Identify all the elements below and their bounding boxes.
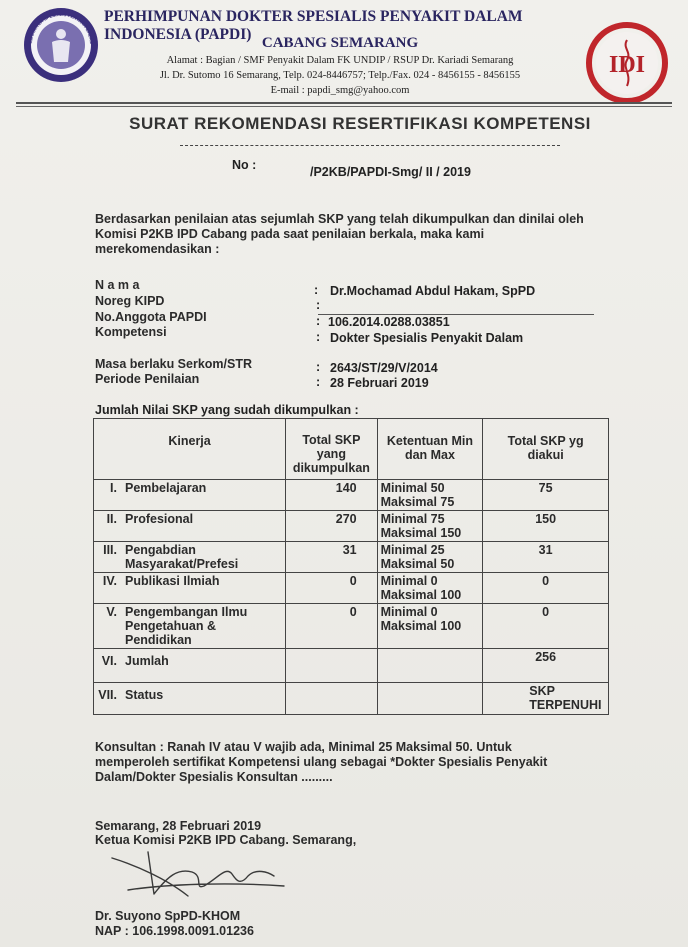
- row-ketentuan: [377, 649, 483, 683]
- signatory-name: Dr. Suyono SpPD-KHOM: [95, 909, 241, 923]
- intro-line-3: merekomendasikan :: [95, 242, 220, 256]
- table-row: [94, 511, 609, 542]
- row-ketentuan: Minimal 25 Maksimal 50: [377, 542, 483, 573]
- number-value: /P2KB/PAPDI-Smg/ II / 2019: [310, 165, 471, 179]
- header-rule: [16, 102, 672, 104]
- signature-role: Ketua Komisi P2KB IPD Cabang. Semarang,: [95, 833, 357, 847]
- field-colon: :: [316, 360, 321, 374]
- note-line-2: memperoleh sertifikat Kompetensi ulang sebagai *Dokter Spesialis Penyakit: [95, 755, 548, 769]
- field-label-anggota: No.Anggota PAPDI: [95, 310, 207, 324]
- skp-table: [93, 418, 609, 715]
- number-label: No :: [232, 158, 257, 172]
- header-total-diakui: Total SKP yg diakui: [483, 419, 609, 480]
- field-label-periode: Periode Penilaian: [95, 372, 200, 386]
- handwritten-signature: [108, 846, 298, 900]
- table-row: [94, 480, 609, 511]
- row-ketentuan: Minimal 50 Maksimal 75: [377, 480, 483, 511]
- row-total: [286, 683, 378, 715]
- field-colon: :: [316, 298, 321, 312]
- row-total: 140: [286, 480, 378, 511]
- intro-paragraph: [95, 212, 615, 257]
- row-diakui: 31: [483, 542, 609, 573]
- row-ketentuan: Minimal 0 Maksimal 100: [377, 573, 483, 604]
- row-ketentuan: Minimal 0 Maksimal 100: [377, 604, 483, 649]
- branch-name: CABANG SEMARANG: [261, 35, 419, 51]
- row-kinerja: IV. Publikasi Ilmiah: [94, 573, 286, 604]
- table-row: [94, 573, 609, 604]
- row-diakui: 75: [483, 480, 609, 511]
- table-row: [94, 649, 609, 683]
- header-total-skp: Total SKP yang dikumpulkan: [286, 419, 378, 480]
- header-rule-thin: [16, 106, 672, 107]
- field-label-nama: N a m a: [95, 278, 140, 292]
- header-kinerja: Kinerja: [94, 419, 286, 480]
- row-kinerja: II. Profesional: [94, 511, 286, 542]
- row-diakui: SKP TERPENUHI: [483, 683, 609, 715]
- signature-place-date: Semarang, 28 Februari 2019: [95, 819, 262, 833]
- intro-line-2: Komisi P2KB IPD Cabang pada saat penilaian berkala, maka kami: [95, 227, 485, 241]
- idi-logo-text: IDI: [608, 52, 646, 78]
- address-line-2: Jl. Dr. Sutomo 16 Semarang, Telp. 024-8446757; Telp./Fax. 024 - 8456155 - 8456155: [159, 70, 521, 81]
- papdi-logo-text: AN DOKTER SPESIALIS PENYAKIT DALAM: [28, 11, 95, 45]
- email-line: E-mail : papdi_smg@yahoo.com: [270, 85, 410, 96]
- address-line-1: Alamat : Bagian / SMF Penyakit Dalam FK UNDIP / RSUP Dr. Kariadi Semarang: [166, 55, 514, 66]
- row-kinerja: VII. Status: [94, 683, 286, 715]
- org-name: PERHIMPUNAN DOKTER SPESIALIS PENYAKIT DALAM INDONESIA (PAPDI): [104, 8, 523, 43]
- intro-line-1: Berdasarkan penilaian atas sejumlah SKP yang telah dikumpulkan dan dinilai oleh: [95, 212, 584, 226]
- table-row: [94, 542, 609, 573]
- row-diakui: 150: [483, 511, 609, 542]
- row-diakui: 0: [483, 604, 609, 649]
- field-label-masa-berlaku: Masa berlaku Serkom/STR: [95, 357, 253, 371]
- field-label-kompetensi: Kompetensi: [95, 325, 167, 339]
- title-dashed-line: [180, 145, 560, 146]
- field-colon: :: [316, 314, 321, 328]
- row-kinerja: V. Pengembangan Ilmu Pengetahuan & Pendidikan: [94, 604, 286, 649]
- field-value-nama: Dr.Mochamad Abdul Hakam, SpPD: [330, 284, 536, 298]
- note-line-1: Konsultan : Ranah IV atau V wajib ada, Minimal 25 Maksimal 50. Untuk: [95, 740, 512, 754]
- header-ketentuan: Ketentuan Min dan Max: [377, 419, 483, 480]
- row-kinerja: III. Pengabdian Masyarakat/Prefesi: [94, 542, 286, 573]
- field-label-noreg: Noreg KIPD: [95, 294, 165, 308]
- row-diakui: 256: [483, 649, 609, 683]
- table-caption: Jumlah Nilai SKP yang sudah dikumpulkan :: [95, 403, 359, 417]
- field-colon: :: [314, 283, 319, 297]
- row-total: 270: [286, 511, 378, 542]
- table-row: [94, 604, 609, 649]
- row-total: [286, 649, 378, 683]
- field-value-anggota: 106.2014.0288.03851: [328, 315, 450, 329]
- row-kinerja: I. Pembelajaran: [94, 480, 286, 511]
- table-header-row: [94, 419, 609, 480]
- field-colon: :: [316, 330, 321, 344]
- field-colon: :: [316, 375, 321, 389]
- document-title: SURAT REKOMENDASI RESERTIFIKASI KOMPETENSI: [129, 114, 591, 133]
- papdi-logo: [22, 6, 100, 84]
- signatory-nap: NAP : 106.1998.0091.01236: [95, 924, 254, 938]
- idi-logo: [586, 22, 668, 104]
- row-total: 0: [286, 604, 378, 649]
- row-ketentuan: Minimal 75 Maksimal 150: [377, 511, 483, 542]
- consultant-note: [95, 740, 635, 785]
- row-total: 31: [286, 542, 378, 573]
- row-diakui: 0: [483, 573, 609, 604]
- field-value-masa-berlaku: 2643/ST/29/V/2014: [330, 361, 438, 375]
- row-total: 0: [286, 573, 378, 604]
- row-ketentuan: [377, 683, 483, 715]
- row-kinerja: VI. Jumlah: [94, 649, 286, 683]
- note-line-3: Dalam/Dokter Spesialis Konsultan .........: [95, 770, 333, 784]
- table-row: [94, 683, 609, 715]
- field-value-periode: 28 Februari 2019: [330, 376, 429, 390]
- field-value-kompetensi: Dokter Spesialis Penyakit Dalam: [330, 331, 524, 345]
